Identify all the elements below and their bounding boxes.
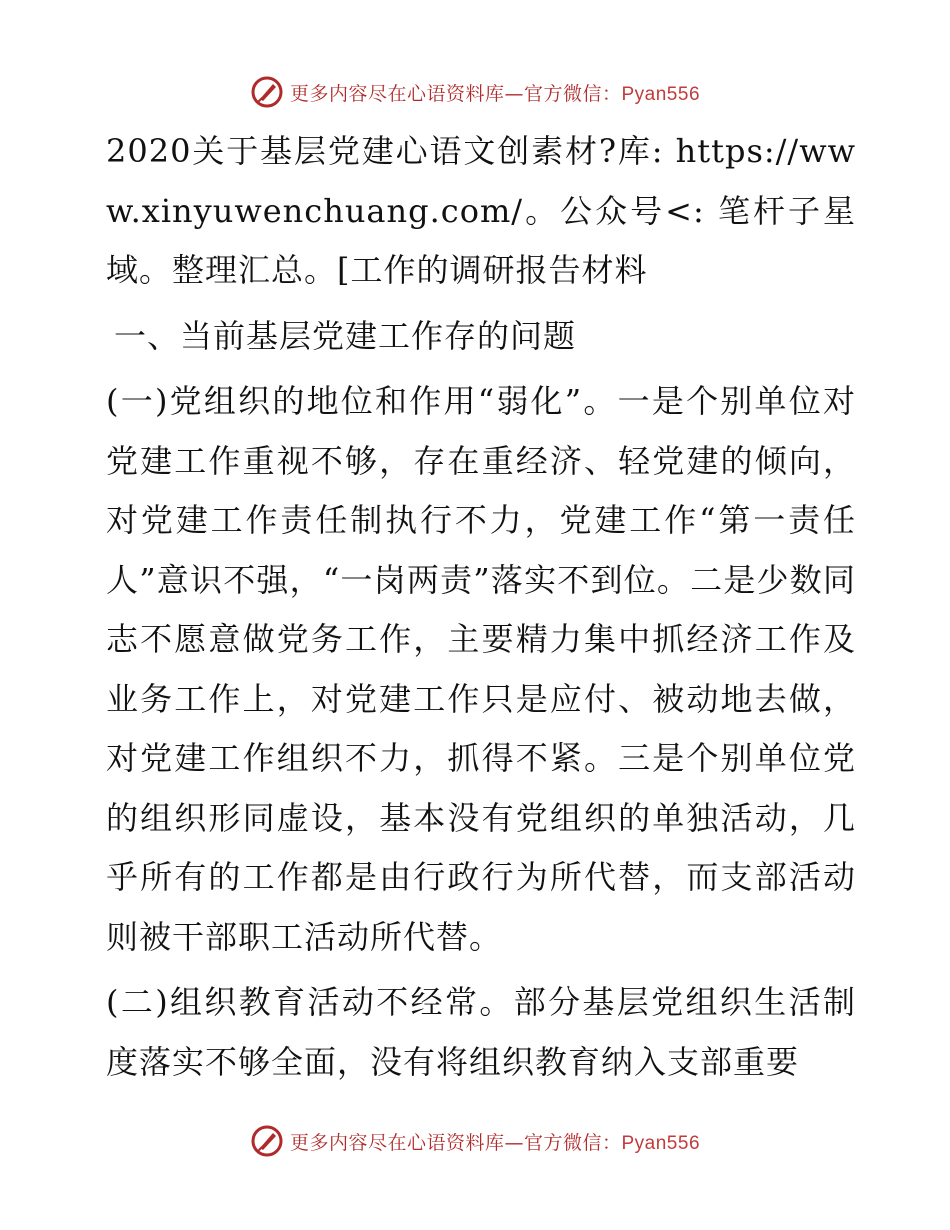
watermark-official: 官方微信： (523, 1131, 622, 1154)
intro-paragraph: 2020关于基层党建心语文创素材?库: https://www.xinyuwenchuang.com/。公众号<: 笔杆子星域。整理汇总。[工作的调研报告材料 (106, 132, 856, 289)
quill-logo-icon (250, 75, 284, 109)
watermark-dash: — (504, 1131, 524, 1154)
document-body (96, 122, 856, 1092)
watermark-text (290, 1128, 700, 1155)
watermark-text (290, 79, 700, 106)
watermark-main: 更多内容尽在心语资料库 (289, 1131, 505, 1154)
section-heading: 一、当前基层党建工作存的问题 (114, 316, 577, 355)
watermark-footer (0, 1121, 950, 1161)
watermark-header (0, 72, 950, 112)
quill-logo-icon (250, 1124, 284, 1158)
watermark-main: 更多内容尽在心语资料库 (289, 82, 505, 105)
watermark-dash: — (504, 82, 524, 105)
watermark-account: Pyan556 (621, 83, 701, 105)
watermark-official: 官方微信： (523, 82, 622, 105)
body-paragraph-2: (二)组织教育活动不经常。部分基层党组织生活制度落实不够全面，没有将组织教育纳入支部重要 (106, 983, 856, 1081)
watermark-account: Pyan556 (621, 1132, 701, 1154)
body-paragraph-1: (一)党组织的地位和作用“弱化”。一是个别单位对党建工作重视不够，存在重经济、轻党建的倾向，对党建工作责任制执行不力，党建工作“第一责任人”意识不强，“一岗两责”落实不到位。二是少数同志不愿意做党务工作，主要精力集中抓经济工作及业务工作上，对党建工作只是应付、被动地去做，对党建工作组织不力，抓得不紧。三是个别单位党的组织形同虚设，基本没有党组织的单独活动，几乎所有的工作都是由行政行为所代替，而支部活动则被干部职工活动所代替。 (106, 382, 856, 956)
